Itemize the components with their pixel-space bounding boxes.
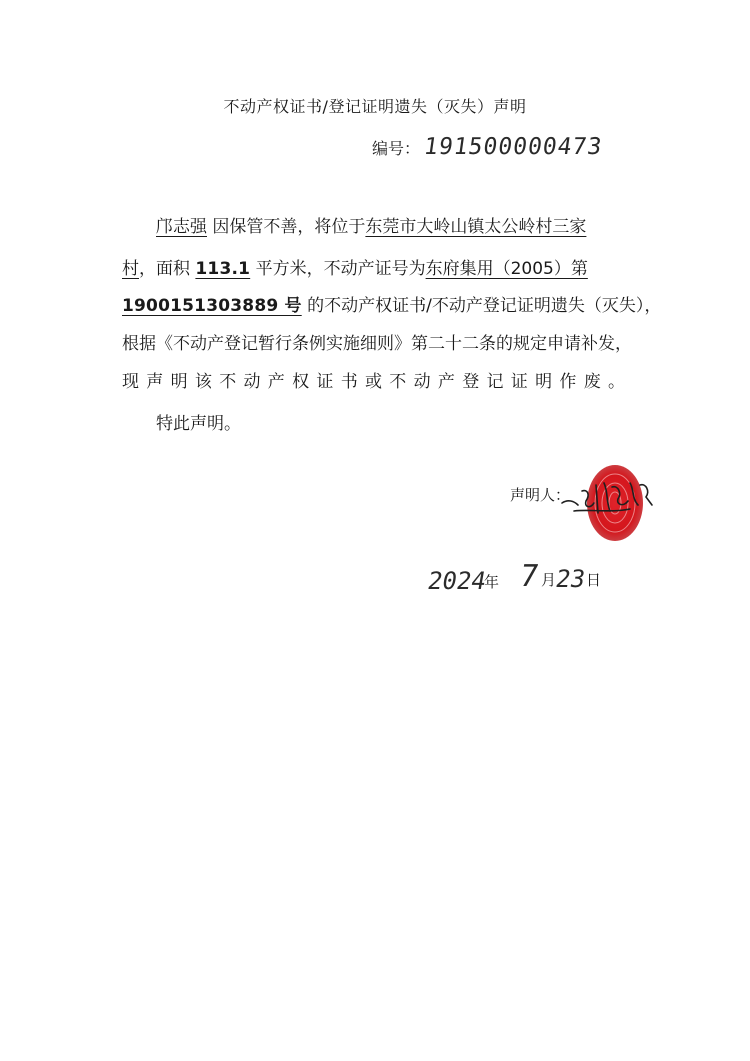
certificate-number: 东府集用（2005）第 <box>425 259 588 279</box>
serial-label: 编号： <box>372 139 421 158</box>
signature-with-fingerprint <box>560 455 670 545</box>
date-year: 2024 <box>425 567 489 595</box>
document-title: 不动产权证书/登记证明遗失（灭失）声明 <box>223 97 527 116</box>
property-location-end: 村 <box>122 259 139 279</box>
body-text: 因保管不善，将位于 <box>207 217 366 237</box>
date-day-unit: 日 <box>586 571 602 589</box>
body-line-5: 现声明该不动产权证书或不动产登记证明作废。 <box>122 372 633 392</box>
property-area: 113.1 <box>195 259 251 279</box>
date-year-unit: 年 <box>484 573 500 591</box>
date-day: 23 <box>553 565 588 593</box>
body-text: ，面积 <box>139 259 196 279</box>
declaration-date <box>425 557 628 607</box>
declarant-label: 声明人： <box>510 486 571 504</box>
body-line-4: 根据《不动产登记暂行条例实施细则》第二十二条的规定申请补发， <box>122 334 632 354</box>
date-month: 7 <box>516 559 542 594</box>
property-location: 东莞市大岭山镇太公岭村三家 <box>365 217 587 237</box>
serial-number <box>372 134 605 160</box>
declarant-name: 邝志强 <box>156 217 207 237</box>
certificate-number-end: 1900151303889 号 <box>122 296 302 316</box>
date-month-unit: 月 <box>541 571 557 589</box>
body-line-3 <box>122 291 661 316</box>
serial-value: 191500000473 <box>422 134 605 160</box>
body-text: 平方米，不动产证号为 <box>250 259 426 279</box>
body-line-2 <box>122 254 588 279</box>
body-line-1 <box>122 212 586 237</box>
body-text: 的不动产权证书/不动产登记证明遗失（灭失）， <box>301 296 662 316</box>
closing-text: 特此声明。 <box>156 414 241 434</box>
fingerprint-icon <box>560 455 670 545</box>
